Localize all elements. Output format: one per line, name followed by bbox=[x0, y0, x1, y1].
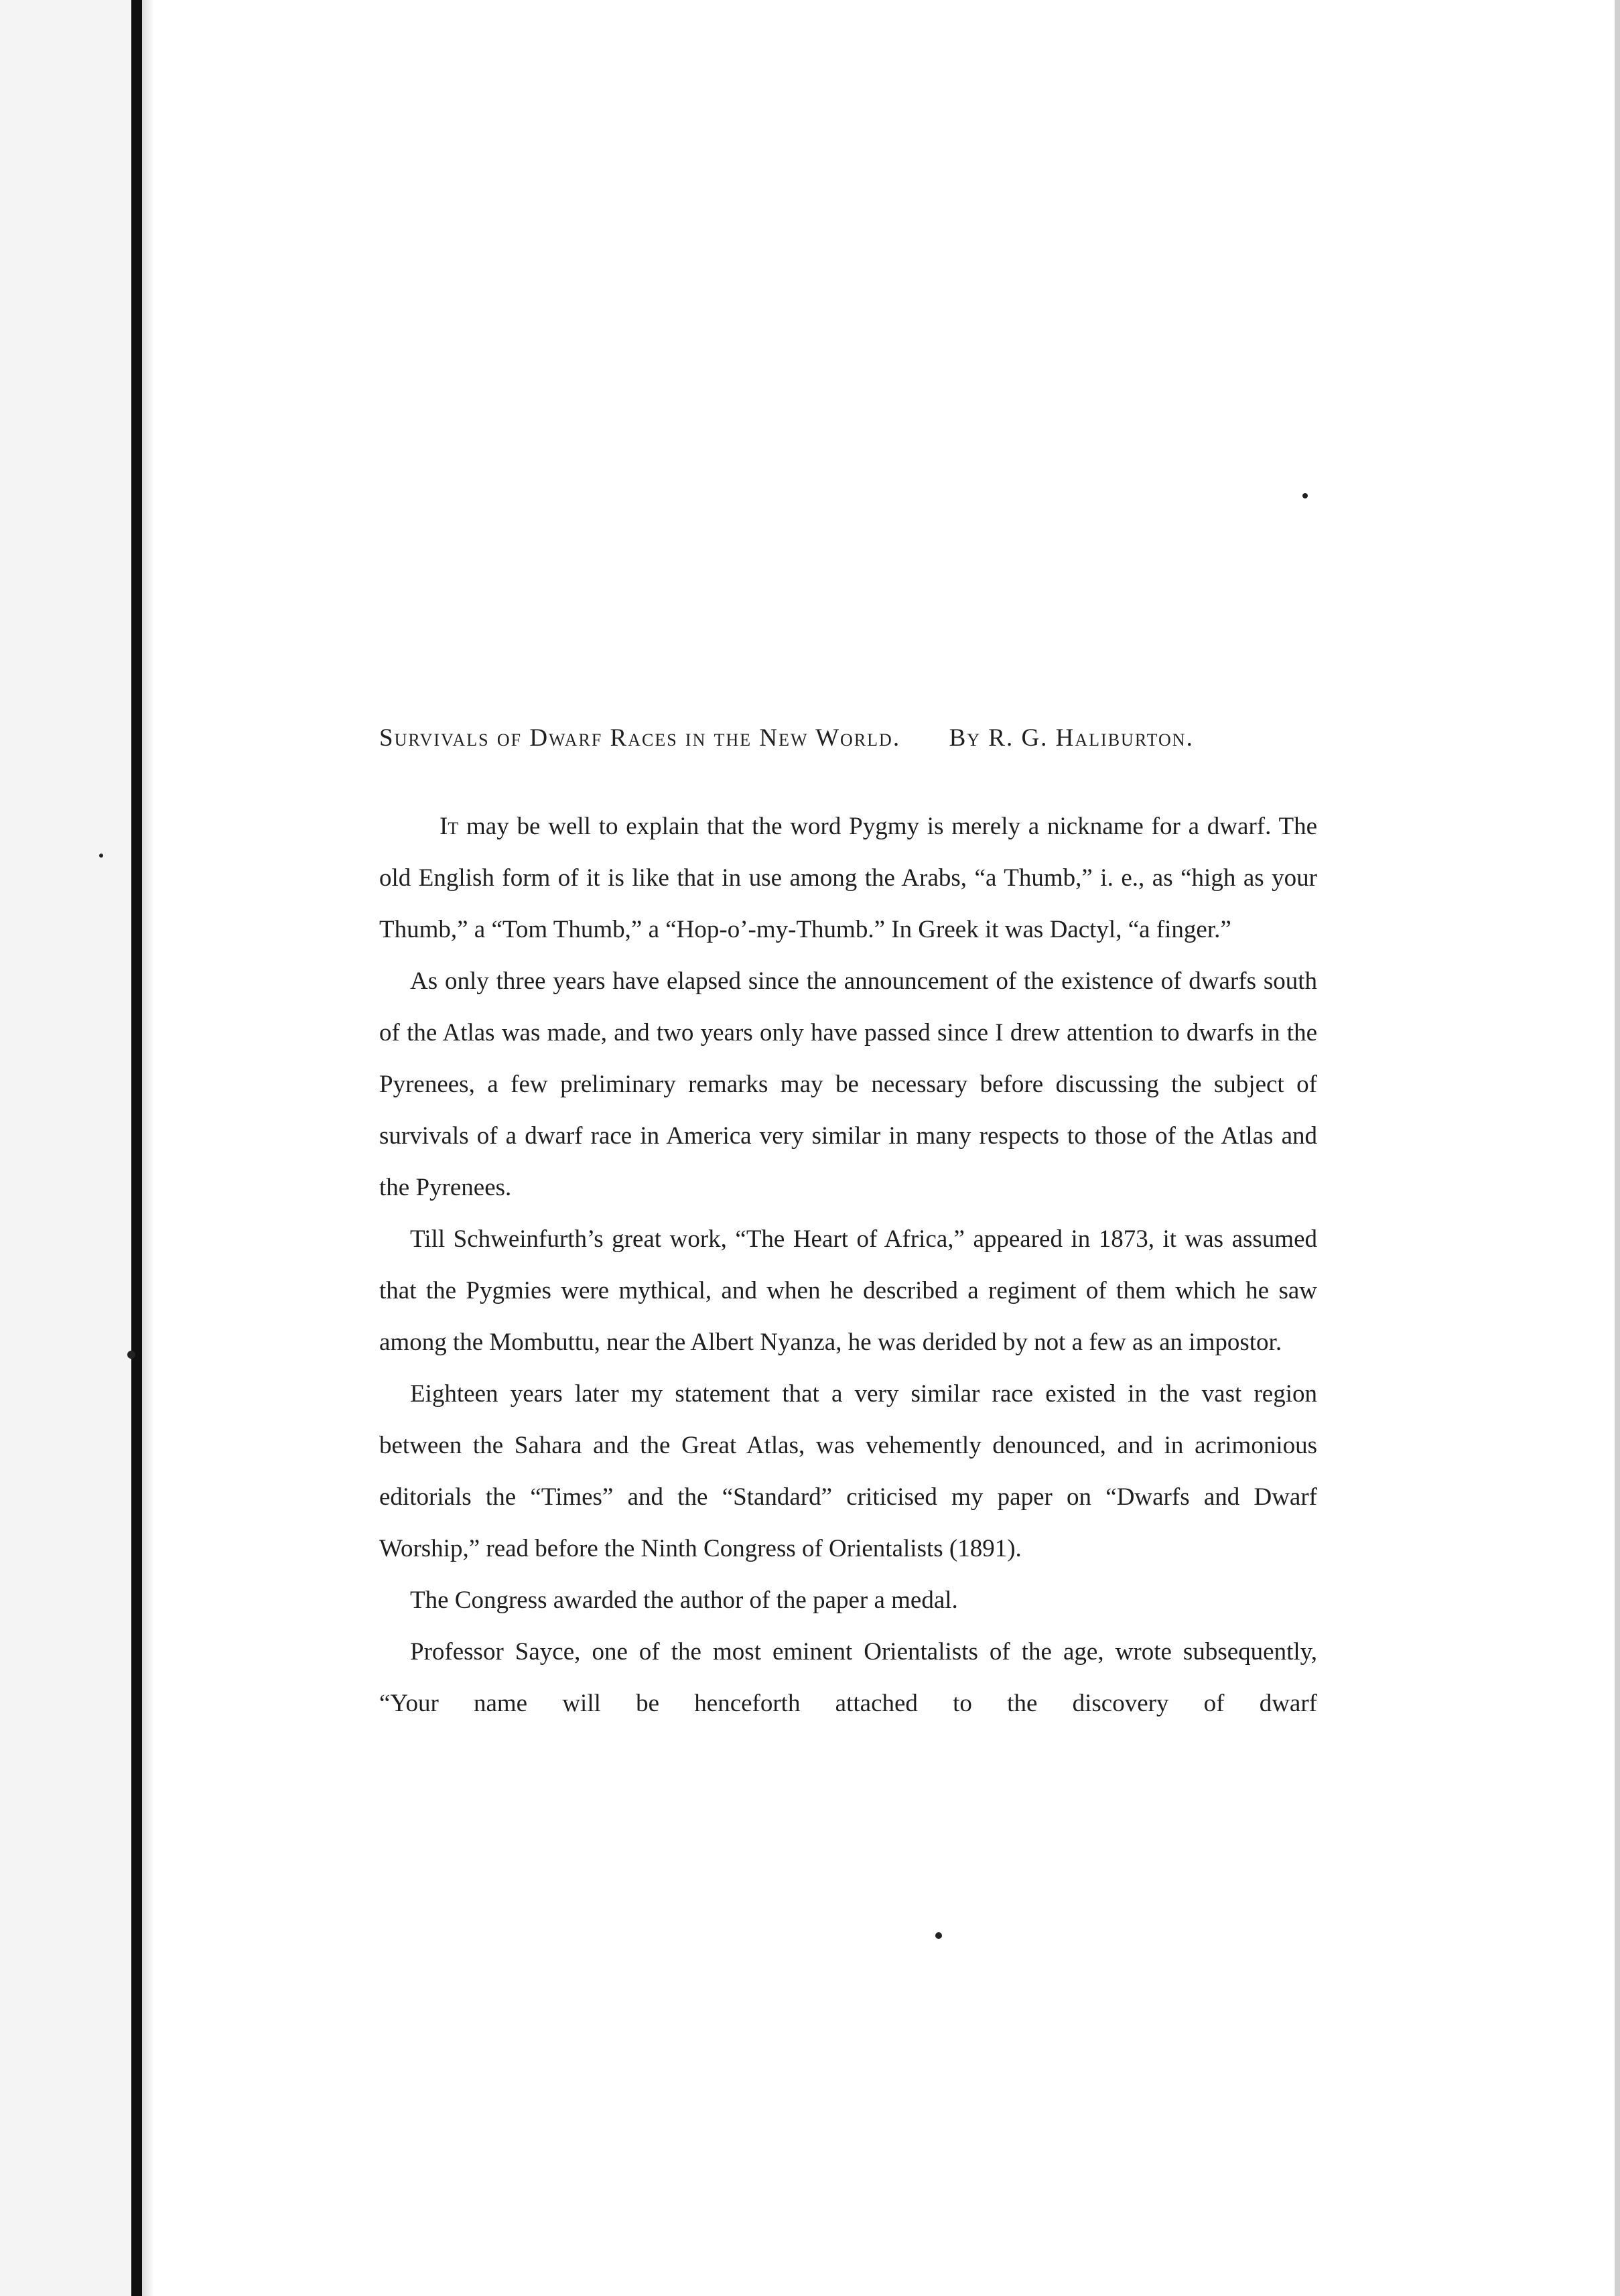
left-page-margin bbox=[0, 0, 131, 2296]
paragraph: As only three years have elapsed since the announcement of the existence of dwarfs south of the Atlas was made, and two years only have passed since I drew attention to dwarfs in the Pyrenees, a few preliminary remarks may be necessary before discussing the subject of survivals of a dwarf race in America very similar in many respects to those of the Atlas and the Pyrenees. bbox=[379, 967, 1317, 1201]
paragraph: Till Schweinfurth’s great work, “The Heart of Africa,” appeared in 1873, it was assumed that the Pygmies were mythical, and when he described a regiment of them which he saw among the Mombuttu, near the Albert Nyanza, he was derided by not a few as an impostor. bbox=[379, 1225, 1317, 1356]
paragraph: Eighteen years later my statement that a very similar race existed in the vast region between the Sahara and the Great Atlas, was vehemently denounced, and in acrimonious editorials the “Times” and the “Standard” criticised my paper on “Dwarfs and Dwarf Worship,” read before the Ninth Congress of Orientalists (1891). bbox=[379, 1380, 1317, 1562]
article-byline: By R. G. Haliburton. bbox=[949, 724, 1194, 752]
ink-speck bbox=[127, 1351, 135, 1359]
paragraph-lead-word: It bbox=[440, 813, 459, 840]
paragraph: The Congress awarded the author of the paper a medal. bbox=[410, 1586, 958, 1614]
page-right-edge bbox=[1615, 0, 1620, 2296]
article-body bbox=[379, 801, 1317, 1729]
paragraph bbox=[379, 801, 1317, 955]
paragraph-text: may be well to explain that the word Pygmy is merely a nickname for a dwarf. The old English form of it is like that in use among the Arabs, “a Thumb,” i. e., as “high as your Thumb,” a “Tom Thumb,” a “Hop-o’-my-Thumb.” In Greek it was Dactyl, “a finger.” bbox=[379, 813, 1317, 943]
ink-speck bbox=[935, 1932, 942, 1939]
ink-speck bbox=[99, 854, 103, 858]
ink-speck bbox=[1302, 493, 1308, 498]
gutter-shadow bbox=[142, 0, 154, 2296]
article-title: Survivals of Dwarf Races in the New World. bbox=[379, 724, 901, 752]
paragraph: Professor Sayce, one of the most eminent Orientalists of the age, wrote subsequently, “Your name will be henceforth attached to the discovery of dwarf bbox=[379, 1638, 1317, 1717]
article-heading bbox=[379, 724, 1327, 752]
binding-gutter bbox=[131, 0, 142, 2296]
